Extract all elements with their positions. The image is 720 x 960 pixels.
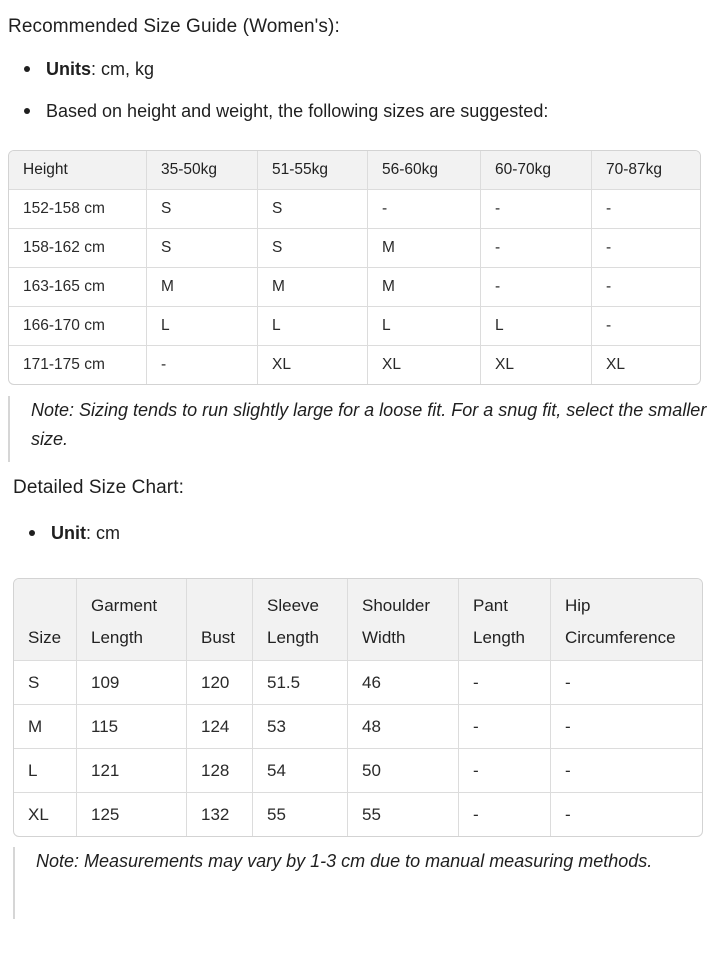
table-cell: XL: [606, 356, 625, 373]
bullet-unit: [27, 521, 120, 563]
table-row: [9, 268, 700, 307]
table-row: [9, 190, 700, 229]
table-cell: 50: [348, 749, 459, 793]
header-text: Shoulder: [362, 596, 431, 615]
header-text: Size: [28, 628, 62, 647]
table-cell: XL: [481, 346, 592, 384]
bullet-dot-icon: [24, 108, 30, 114]
table-cell: -: [592, 229, 700, 268]
header-text: Garment: [91, 596, 158, 615]
table-cell: -: [459, 661, 551, 705]
header-text: Pant: [473, 596, 508, 615]
table-cell: L: [14, 749, 77, 793]
size-guide-bullets: [22, 57, 548, 141]
table-cell: 46: [348, 661, 459, 705]
table-cell: XL: [368, 346, 481, 384]
table-cell: M: [368, 229, 481, 268]
header-text: Length: [267, 628, 319, 647]
header-text: Circumference: [565, 628, 676, 647]
table-cell: 152-158 cm: [9, 190, 147, 229]
table-cell: M: [14, 705, 77, 749]
table-cell: -: [551, 661, 702, 705]
table-header-row: [14, 579, 702, 661]
table-cell: -: [481, 229, 592, 268]
table-cell: -: [459, 793, 551, 836]
table-cell: S: [258, 229, 368, 268]
table-cell: XL: [258, 346, 368, 384]
bullet-dot-icon: [24, 66, 30, 72]
table-cell: -: [368, 190, 481, 229]
table-row: [14, 661, 702, 705]
table-cell: L: [481, 307, 592, 346]
header-cell: [187, 579, 253, 661]
bullet-unit-value: : cm: [86, 523, 120, 543]
table-cell: 53: [253, 705, 348, 749]
header-text: Hip: [565, 596, 591, 615]
header-text: Width: [362, 628, 406, 647]
header-cell: 35-50kg: [147, 151, 258, 190]
table-cell: 109: [77, 661, 187, 705]
detailed-size-table: [13, 578, 703, 837]
table-cell: M: [147, 268, 258, 307]
table-cell: 51.5: [253, 661, 348, 705]
table-cell: -: [147, 346, 258, 384]
detailed-chart-title: Detailed Size Chart:: [13, 477, 184, 498]
table-cell: 48: [348, 705, 459, 749]
measurement-note: Note: Measurements may vary by 1-3 cm due to manual measuring methods.: [13, 847, 696, 919]
table-cell: -: [592, 268, 700, 307]
table-cell: 128: [187, 749, 253, 793]
bullet-units: [22, 57, 548, 99]
detailed-chart-bullets: [27, 521, 120, 563]
table-cell: 55: [348, 793, 459, 836]
table-cell: L: [368, 307, 481, 346]
table-cell: S: [14, 661, 77, 705]
table-row: [9, 307, 700, 346]
header-cell: Height: [9, 151, 147, 190]
table-row: [14, 749, 702, 793]
table-header-row: [9, 151, 700, 190]
header-text: Bust: [201, 628, 236, 647]
table-row: [14, 705, 702, 749]
header-cell: 56-60kg: [368, 151, 481, 190]
table-row: [9, 346, 700, 384]
table-cell: -: [592, 307, 700, 346]
header-cell: 60-70kg: [481, 151, 592, 190]
table-cell: 121: [77, 749, 187, 793]
table-cell: -: [551, 705, 702, 749]
table-cell: L: [258, 307, 368, 346]
table-cell: 115: [77, 705, 187, 749]
header-text: Sleeve: [267, 596, 319, 615]
header-text: Length: [91, 628, 143, 647]
table-cell: -: [592, 190, 700, 229]
table-cell: 125: [77, 793, 187, 836]
table-cell: -: [565, 804, 571, 824]
bullet-suggestion: [22, 99, 548, 141]
table-cell: 54: [253, 749, 348, 793]
header-cell: 51-55kg: [258, 151, 368, 190]
table-cell: XL: [14, 793, 77, 836]
header-cell: [77, 579, 187, 661]
table-cell: M: [368, 268, 481, 307]
header-cell: [551, 579, 702, 661]
header-cell: [348, 579, 459, 661]
table-row: [14, 793, 702, 836]
table-cell: 55: [253, 793, 348, 836]
table-cell: M: [258, 268, 368, 307]
table-cell: -: [481, 190, 592, 229]
header-text: Length: [473, 628, 525, 647]
table-cell: 124: [187, 705, 253, 749]
header-cell: [459, 579, 551, 661]
table-cell: -: [459, 749, 551, 793]
bullet-units-label: Units: [46, 59, 91, 79]
table-cell: S: [258, 190, 368, 229]
size-guide-title: Recommended Size Guide (Women's):: [8, 16, 340, 37]
table-cell: -: [551, 749, 702, 793]
bullet-units-value: : cm, kg: [91, 59, 155, 79]
header-cell: [253, 579, 348, 661]
bullet-unit-label: Unit: [51, 523, 86, 543]
height-weight-size-table: [8, 150, 701, 385]
table-cell: S: [147, 229, 258, 268]
table-cell: 120: [187, 661, 253, 705]
bullet-dot-icon: [29, 530, 35, 536]
table-cell: 166-170 cm: [9, 307, 147, 346]
table-cell: S: [147, 190, 258, 229]
table-cell: 132: [187, 793, 253, 836]
table-cell: -: [481, 268, 592, 307]
sizing-note: Note: Sizing tends to run slightly large for a loose fit. For a snug fit, select the smaller size.: [8, 396, 711, 462]
table-cell: 171-175 cm: [9, 346, 147, 384]
header-cell: 70-87kg: [592, 151, 700, 190]
table-cell: 163-165 cm: [9, 268, 147, 307]
table-cell: -: [459, 705, 551, 749]
table-cell: L: [147, 307, 258, 346]
bullet-suggestion-text: Based on height and weight, the following sizes are suggested:: [46, 101, 549, 121]
table-cell: 158-162 cm: [9, 229, 147, 268]
table-row: [9, 229, 700, 268]
header-cell: [14, 579, 77, 661]
